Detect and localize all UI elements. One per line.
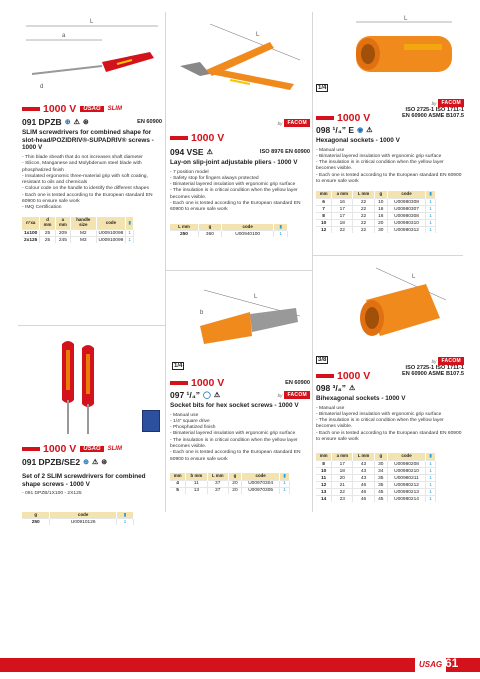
feature-list — [170, 413, 310, 463]
feature-item: - Bimaterial layered insulation with ergonomic grip surface — [170, 182, 310, 188]
screwdriver-set-illustration — [22, 330, 162, 438]
table-row: 2x125 25 245 M3 U00910099 1 — [22, 237, 134, 244]
voltage-label: 1000 V — [316, 370, 370, 382]
table-row: 5 13 37 20 U00970305 1 — [170, 487, 290, 494]
feature-item: - The insulation is in critical condition when the yellow layer becomes visible. — [316, 418, 464, 431]
voltage-label: 1000 V — [170, 132, 224, 144]
facom-logo: by FACOM — [278, 119, 310, 127]
product-ref: 094 VSE ⚠ — [170, 147, 213, 157]
socket-bit-illustration — [170, 276, 310, 364]
facom-logo: by FACOM — [278, 391, 310, 399]
table-row: 8 17 22 16 U00980308 1 — [316, 213, 436, 220]
svg-text:L: L — [254, 294, 258, 300]
feature-item: - Each one is tested according to the European standard EN 60900 to ensure safe work — [170, 450, 310, 463]
usag-logo: USAG — [80, 106, 103, 112]
svg-text:L: L — [412, 274, 416, 280]
stock-icon: ▮ — [274, 224, 288, 231]
feature-item: - The insulation is in critical condition when the yellow layer becomes visible. — [316, 160, 464, 173]
product-091-dpzb — [22, 14, 162, 243]
feature-item: - Thin blade sheath that do not increases shaft diameter — [22, 155, 162, 161]
feature-list — [170, 170, 310, 214]
table-row: 7 17 22 16 U00980307 1 — [316, 206, 436, 213]
table-row: 12 22 22 30 U00980312 1 — [316, 227, 436, 234]
hex-socket-icon: ◯ — [203, 392, 211, 399]
standard-label: ISO 8976 EN 60900 — [259, 148, 310, 155]
product-title: Socket bits for hex socket screws - 1000 V — [170, 402, 299, 409]
spec-table: mm b mm L mm g code ▮ 4 11 37 20 U00970304 1 5 13 37 20 U00970305 1 — [170, 473, 290, 494]
table-row: 1x100 25 209 M2 U00910098 1 — [22, 230, 134, 237]
table-row: 10 18 43 34 U00980210 1 — [316, 468, 436, 475]
page-number: 61 — [445, 656, 459, 670]
warning-triangle-icon: ⚠ — [206, 149, 213, 156]
svg-text:d: d — [40, 84, 44, 90]
feature-item: - Bimaterial layered insulation with ergonomic grip surface — [170, 431, 310, 437]
feature-item: - Manual use — [316, 406, 464, 412]
standard-label: EN 60900 — [285, 379, 310, 386]
product-097-socket-bits — [170, 276, 310, 494]
footer-bar — [0, 658, 480, 672]
feature-item: - IMQ Certification — [22, 205, 162, 211]
warning-triangle-icon: ⚠ — [73, 119, 80, 126]
feature-item: - Each one is tested according to the European standard EN 60900 to ensure safe work — [316, 431, 464, 444]
stock-icon: ▮ — [116, 512, 133, 519]
pliers-illustration — [170, 14, 310, 114]
feature-item: - Bimaterial layered insulation with ergonomic grip surface — [316, 412, 464, 418]
product-title: Bihexagonal sockets - 1000 V — [316, 395, 406, 402]
spec-table: mm a mm L mm g code ▮ 6 16 22 10 U00980308 1 7 17 22 16 U00980307 1 8 17 22 16 U00980308 1 10 18 22 20 U00980310 1 12 22 22 30 U00980312 1 — [316, 191, 436, 233]
screwdriver-illustration — [22, 14, 162, 96]
product-title: Lay-on slip-joint adjustable pliers - 1000 V — [170, 159, 298, 166]
feature-item: - Each one is tested according to the European standard EN 60900 to ensure safe work — [316, 173, 464, 186]
standard-label: ISO 2725-1 ISO 1711-1 EN 60900 ASME B107.5 — [402, 365, 464, 378]
blister-pack-icon — [142, 410, 160, 432]
slim-logo: SLIM — [107, 446, 122, 452]
product-098-hex-sockets — [316, 14, 464, 233]
warning-triangle-icon: ⚠ — [348, 385, 356, 392]
voltage-label: 1000 V — [170, 377, 224, 389]
pozidriv-icon: ⊕ — [83, 459, 89, 466]
feature-item: - Safety stop for fingers always protected — [170, 176, 310, 182]
feature-list — [316, 148, 464, 186]
hex-socket-illustration — [316, 14, 464, 94]
dim-L-label: L — [90, 19, 94, 25]
feature-item: - Colour code on the handle to identify the different shapes — [22, 186, 162, 192]
pozidriv-icon: ⊕ — [64, 119, 71, 126]
footer-usag-logo: USAG — [415, 658, 446, 672]
standard-label: EN 60900 — [137, 118, 162, 125]
feature-list — [22, 155, 162, 211]
feature-item: - Bimaterial layered insulation with ergonomic grip surface — [316, 154, 464, 160]
feature-item: - Silicon, Manganese and Molybdenum steel blade with phosphatized finish — [22, 161, 162, 174]
row-divider — [166, 270, 312, 271]
column-divider — [165, 12, 166, 512]
stock-icon: ▮ — [426, 191, 436, 198]
warning-triangle-icon: ⚠ — [366, 127, 373, 134]
svg-text:a: a — [62, 33, 66, 39]
feature-list — [316, 406, 464, 444]
product-ref: 097 ¹/₄” ◯ ⚠ — [170, 390, 221, 400]
table-row: 10 18 22 20 U00980310 1 — [316, 220, 436, 227]
table-row: 250 360 U00940100 1 — [170, 231, 288, 238]
row-divider — [313, 255, 463, 256]
warning-triangle-icon: ⚠ — [213, 392, 221, 399]
drive-size-badge: 1/4 — [318, 85, 327, 91]
spec-table: n°xa d mm a mm handle size code ▮ 1x100 25 209 M2 U00910098 1 2x125 25 245 M3 U00910099 1 — [22, 217, 134, 243]
table-row: 14 23 46 45 U00980214 1 — [316, 496, 436, 503]
facom-logo: by FACOM — [432, 99, 464, 107]
voltage-label: 1000 V — [22, 443, 76, 455]
stock-icon: ▮ — [126, 217, 134, 229]
feature-list — [22, 491, 162, 497]
facom-logo: by FACOM — [432, 357, 464, 365]
product-ref: 098 ³/₈” ⚠ — [316, 383, 356, 393]
feature-item: - Each one is tested according to the European standard EN 60900 to ensure safe work — [170, 201, 310, 214]
feature-item: - Each one is tested according to the European standard EN 60900 to ensure safe work — [22, 193, 162, 206]
drive-size-badge: 1/4 — [174, 363, 183, 369]
feature-item: - 7 position model — [170, 170, 310, 176]
usag-logo: USAG — [80, 446, 103, 452]
spec-table: g code ▮ 250 U00910126 1 — [22, 512, 134, 526]
svg-text:b: b — [200, 310, 204, 316]
product-title: Hexagonal sockets - 1000 V — [316, 137, 400, 144]
voltage-label: 1000 V — [22, 103, 76, 115]
table-row: 4 11 37 20 U00970304 1 — [170, 480, 290, 487]
imq-cert-icon: ⊛ — [101, 459, 108, 466]
table-row: 6 16 22 10 U00980308 1 — [316, 199, 436, 206]
table-row: 13 22 46 45 U00980213 1 — [316, 489, 436, 496]
standard-label: ISO 2725-1 ISO 1711-1 EN 60900 ASME B107.5 — [402, 107, 464, 120]
column-divider — [312, 12, 313, 512]
table-row: 250 U00910126 1 — [22, 519, 134, 526]
product-title: SLIM screwdrivers for combined shape for slot-head/POZIDRIV®-SUPADRIV® screws - 1000 V — [22, 129, 154, 152]
table-row: 12 21 46 35 U00980212 1 — [316, 482, 436, 489]
product-ref: 091 DPZB/SE2 ⊕ ⚠ ⊛ — [22, 457, 108, 467]
spec-table: mm a mm L mm g code ▮ 8 17 43 30 U00980208 1 10 18 43 34 U00980210 1 11 20 43 35 U00980211 1 12 21 46 35 U00980212 1 13 22 46 45 U00980213 1 14 23 46 45 U00980214 1 — [316, 453, 436, 502]
slim-logo: SLIM — [107, 106, 122, 112]
row-divider — [18, 325, 166, 326]
svg-text:L: L — [404, 16, 408, 22]
feature-item: - Insulated ergonomic three-material grip with soft coating, resistant to oils and chemicals — [22, 174, 162, 187]
imq-cert-icon: ⊛ — [82, 119, 89, 126]
product-ref: 098 ¹/₄” E ◉ ⚠ — [316, 125, 373, 135]
feature-item: - Manual use — [316, 148, 464, 154]
table-row: 8 17 43 30 U00980208 1 — [316, 461, 436, 468]
table-row: 11 20 43 35 U00980211 1 — [316, 475, 436, 482]
drive-size-badge: 3/8 — [318, 357, 327, 363]
product-094-vse — [170, 14, 310, 237]
product-ref: 091 DPZB ⊕ ⚠ ⊛ — [22, 117, 89, 127]
voltage-label: 1000 V — [316, 112, 370, 124]
feature-item: - Manual use — [170, 413, 310, 419]
product-title: Set of 2 SLIM screwdrivers for combined shape screws - 1000 V — [22, 473, 146, 488]
bihex-socket-illustration — [316, 260, 464, 352]
spec-table: L mm g code ▮ 250 360 U00940100 1 — [170, 224, 288, 238]
stock-icon: ▮ — [426, 453, 436, 460]
stock-icon: ▮ — [280, 473, 290, 480]
feature-item: - The insulation is in critical condition when the yellow layer becomes visible. — [170, 438, 310, 451]
feature-item: - 091 DPZB/1X100 - 2X125 — [22, 491, 162, 497]
product-091-dpzb-se2 — [22, 330, 162, 525]
svg-text:L: L — [256, 32, 260, 38]
product-098-bihex-sockets — [316, 260, 464, 502]
warning-triangle-icon: ⚠ — [92, 459, 99, 466]
hex-profile-icon: ◉ — [357, 127, 364, 134]
feature-item: - The insulation is in critical condition when the yellow layer becomes visible. — [170, 188, 310, 201]
feature-item: - Phosphatized finish — [170, 425, 310, 431]
feature-item: - 1/4” square drive — [170, 419, 310, 425]
